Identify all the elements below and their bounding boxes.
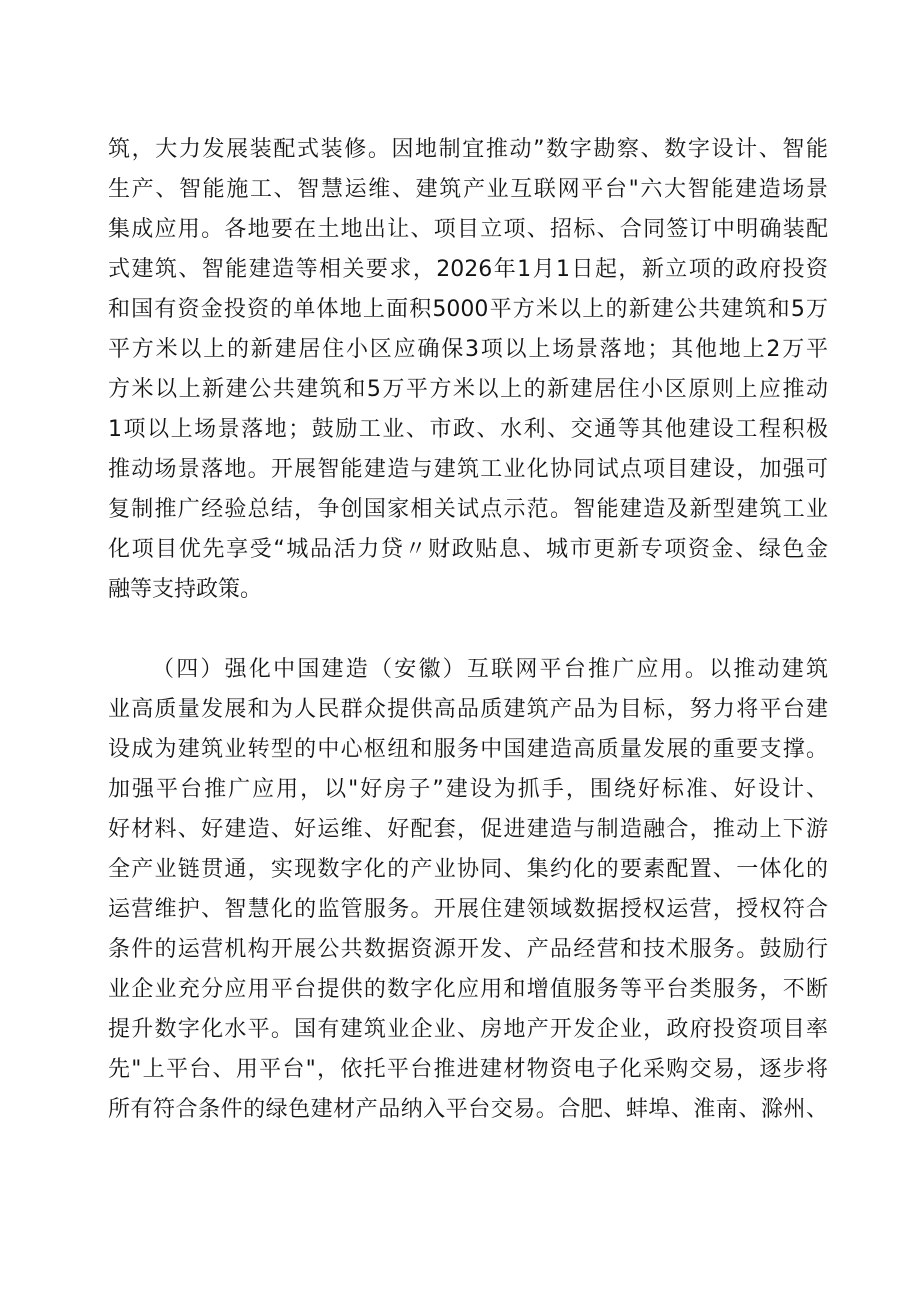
- paragraph-line: 加强平台推广应用，以"好房子”建设为抓手，围绕好标准、好设计、: [108, 777, 828, 802]
- paragraph-line: 1项以上场景落地；鼓励工业、市政、水利、交通等其他建设工程积极: [108, 417, 828, 442]
- paragraph-line: 筑，大力发展装配式装修。因地制宜推动”数字勘察、数字设计、智能: [108, 137, 828, 162]
- paragraph-line: 先"上平台、用平台"，依托平台推进建材物资电子化采购交易，逐步将: [108, 1057, 828, 1082]
- paragraph-line: 生产、智能施工、智慧运维、建筑产业互联网平台"六大智能建造场景: [108, 177, 828, 202]
- paragraph-line: 设成为建筑业转型的中心枢纽和服务中国建造高质量发展的重要支撑。: [108, 737, 828, 762]
- paragraph-line: 化项目优先享受“城品活力贷〃财政贴息、城市更新专项资金、绿色金: [108, 537, 828, 562]
- paragraph-line: 所有符合条件的绿色建材产品纳入平台交易。合肥、蚌埠、淮南、滁州、: [108, 1097, 828, 1122]
- paragraph-line: 集成应用。各地要在土地出让、项目立项、招标、合同签订中明确装配: [108, 217, 828, 242]
- section-heading-line: （四）强化中国建造（安徽）互联网平台推广应用。以推动建筑: [152, 657, 828, 682]
- paragraph-line: 复制推广经验总结，争创国家相关试点示范。智能建造及新型建筑工业: [108, 497, 828, 522]
- paragraph-line: 好材料、好建造、好运维、好配套，促进建造与制造融合，推动上下游: [108, 817, 828, 842]
- paragraph-line: 业企业充分应用平台提供的数字化应用和增值服务等平台类服务，不断: [108, 977, 828, 1002]
- paragraph-line: 运营维护、智慧化的监管服务。开展住建领域数据授权运营，授权符合: [108, 897, 828, 922]
- paragraph-internet-platform: [108, 650, 828, 1130]
- paragraph-smart-construction: [108, 130, 828, 610]
- paragraph-line: 推动场景落地。开展智能建造与建筑工业化协同试点项目建设，加强可: [108, 457, 828, 482]
- paragraph-line: 和国有资金投资的单体地上面积5000平方米以上的新建公共建筑和5万: [108, 297, 828, 322]
- paragraph-line: 业高质量发展和为人民群众提供高品质建筑产品为目标，努力将平台建: [108, 697, 828, 722]
- paragraph-line: 提升数字化水平。国有建筑业企业、房地产开发企业，政府投资项目率: [108, 1017, 828, 1042]
- paragraph-line: 平方米以上的新建居住小区应确保3项以上场景落地；其他地上2万平: [108, 337, 828, 362]
- paragraph-line: 式建筑、智能建造等相关要求，2026年1月1日起，新立项的政府投资: [108, 257, 828, 282]
- paragraph-line: 条件的运营机构开展公共数据资源开发、产品经营和技术服务。鼓励行: [108, 937, 828, 962]
- paragraph-line: 融等支持政策。: [108, 577, 263, 602]
- paragraph-line: 方米以上新建公共建筑和5万平方米以上的新建居住小区原则上应推动: [108, 377, 828, 402]
- paragraph-line: 全产业链贯通，实现数字化的产业协同、集约化的要素配置、一体化的: [108, 857, 828, 882]
